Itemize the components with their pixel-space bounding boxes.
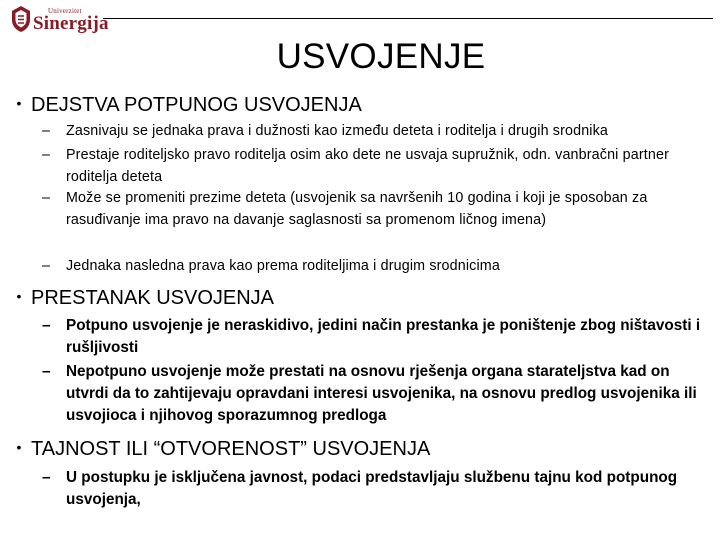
list-item [42, 467, 712, 511]
dash-icon: – [42, 363, 51, 380]
list-item-text: Jednaka nasledna prava kao prema roditeljima i drugim srodnicima [66, 258, 500, 274]
sinergija-emblem-icon [8, 4, 34, 34]
bullet-icon: • [16, 288, 22, 304]
section-heading-tajnost [7, 436, 430, 460]
dash-icon: – [42, 190, 51, 206]
dash-icon: – [42, 317, 51, 334]
list-item-text: Zasnivaju se jednaka prava i dužnosti kao između deteta i roditelja i drugih srodnika [66, 123, 609, 139]
dash-icon: – [42, 123, 51, 139]
dash-icon: – [42, 147, 51, 163]
list-item-text: Potpuno usvojenje je neraskidivo, jedini način prestanka je poništenje zbog ništavosti i rušljivosti [66, 317, 701, 356]
logo-university-label: Univerzitet [48, 7, 82, 15]
bullet-icon: • [16, 439, 22, 455]
list-item-text: Prestaje roditeljsko pravo roditelja osim ako dete ne usvaja supružnik, odn. vanbračni partner roditelja deteta [66, 147, 669, 185]
dash-icon: – [42, 469, 51, 486]
list-item-text: Nepotpuno usvojenje može prestati na osnovu rješenja organa starateljstva kad on utvrdi da to zahtijevaju opravdani interesi usvojenika, na osnovu predlog usvojenika ili usvojioca i njihovog sporazumnog predloga [66, 363, 697, 424]
sinergija-logo [8, 4, 109, 34]
section-heading-label: PRESTANAK USVOJENJA [31, 287, 275, 309]
list-item [42, 255, 712, 277]
list-item-text: Može se promeniti prezime deteta (usvojenik sa navršenih 10 godina i koji je sposoban za rasuđivanje ima pravo na davanje saglasnosti sa promenom ličnog imena) [66, 190, 648, 228]
section-heading-prestanak [7, 285, 274, 309]
list-item [42, 315, 712, 359]
slide-title: USVOJENJE [276, 37, 486, 76]
dash-icon: – [42, 258, 51, 274]
list-item [42, 120, 712, 142]
list-item-text: U postupku je isključena javnost, podaci predstavljaju službenu tajnu kod potpunog usvojenja, [66, 469, 678, 508]
list-item [42, 187, 712, 231]
bullet-icon: • [16, 95, 22, 111]
section-heading-label: DEJSTVA POTPUNOG USVOJENJA [31, 94, 362, 116]
header-divider [103, 18, 713, 19]
logo-name: Sinergija [33, 13, 109, 34]
list-item [42, 361, 712, 427]
list-item [42, 144, 712, 188]
section-heading-label: TAJNOST ILI “OTVORENOST” USVOJENJA [31, 438, 431, 460]
section-heading-dejstva [7, 92, 362, 116]
